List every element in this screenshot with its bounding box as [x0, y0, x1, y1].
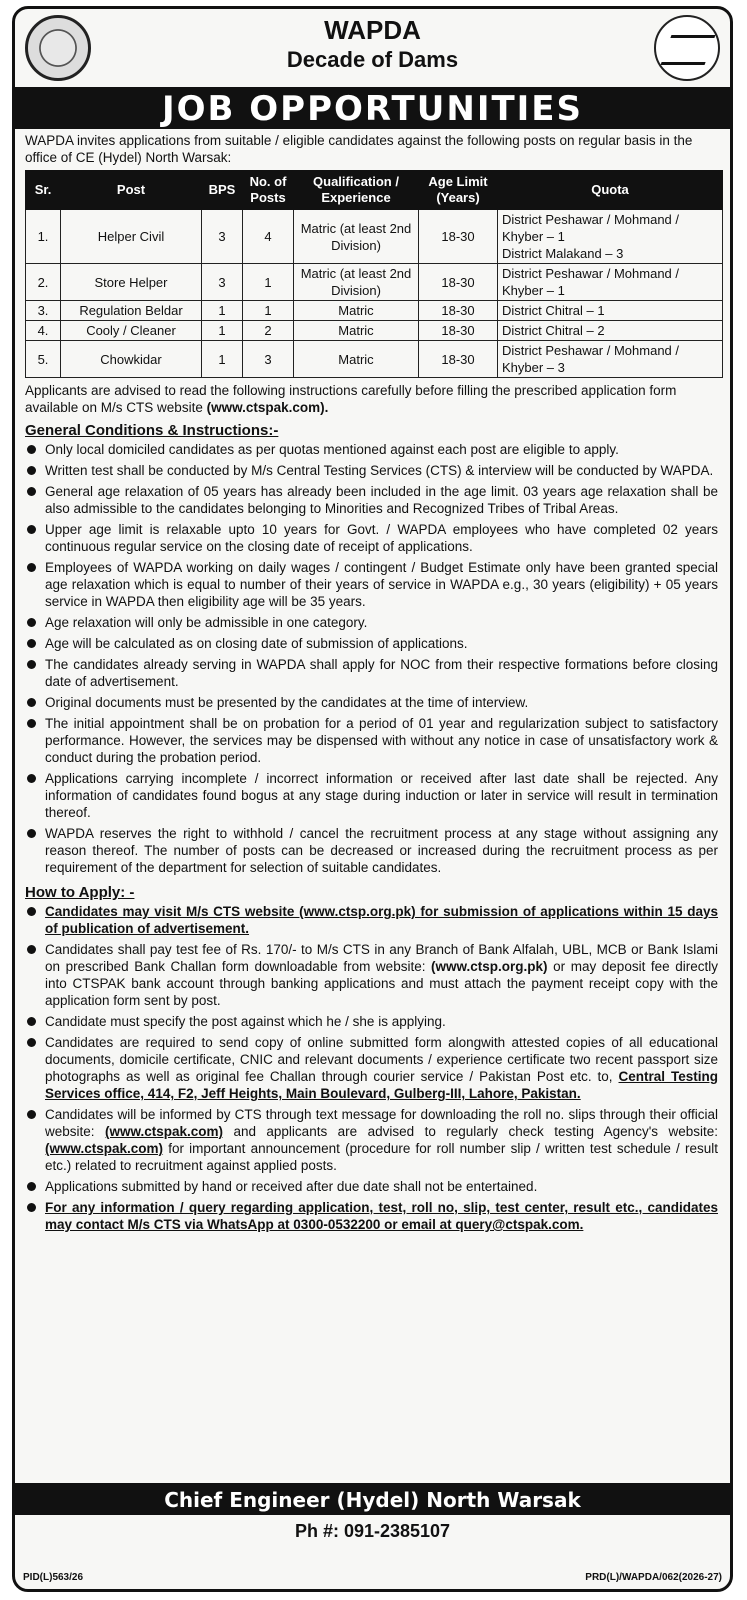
bullet-icon: [27, 1203, 36, 1212]
cell-age: 18-30: [419, 301, 498, 321]
cell-sr: 2.: [26, 264, 61, 301]
bullet-icon: [27, 829, 36, 838]
cell-bps: 3: [202, 210, 243, 264]
quota-line: District Peshawar / Mohmand / Khyber – 3: [502, 343, 680, 375]
list-item: Written test shall be conducted by M/s Central Testing Services (CTS) & interview will be conducted by WAPDA.: [25, 462, 718, 479]
cell-quota: [498, 301, 723, 321]
col-age: Age Limit (Years): [419, 171, 498, 210]
col-qualification: Qualification / Experience: [294, 171, 419, 210]
org-title: WAPDA: [324, 15, 421, 45]
chief-engineer-title: Chief Engineer (Hydel) North Warsak: [15, 1485, 730, 1515]
col-posts: No. of Posts: [243, 171, 294, 210]
bullet-icon: [27, 639, 36, 648]
bullet-icon: [27, 1182, 36, 1191]
cell-quota: [498, 210, 723, 264]
footer: [15, 1483, 730, 1589]
ctspak-link[interactable]: (www.ctspak.com): [45, 1141, 164, 1156]
list-item: Applications carrying incomplete / incorrect information or received after last date shall be rejected. Any information of candidates found bogus at any stage during induction or later in service will result in termination thereof.: [25, 770, 718, 821]
how-to-apply-list: [15, 903, 730, 1233]
bullet-icon: [27, 907, 36, 916]
cell-bps: 3: [202, 264, 243, 301]
list-item: Original documents must be presented by the candidates at the time of interview.: [25, 694, 718, 711]
list-item: Candidate must specify the post against which he / she is applying.: [25, 1013, 718, 1030]
cell-qual: Matric: [294, 321, 419, 341]
cell-quota: [498, 321, 723, 341]
list-item: Candidates are required to send copy of online submitted form alongwith attested copies of all educational documents, domicile certificate, CNIC and relevant documents / experience certificate two recent passport size photographs as well as original fee Challan through courier service / Pakistan Post etc. to, Central Testing Services office, 414, F2, Jeff Heights, Main Boulevard, Gulberg-III, Lahore, Pakistan.: [25, 1034, 718, 1102]
cell-post: Regulation Beldar: [61, 301, 202, 321]
cell-sr: 4.: [26, 321, 61, 341]
list-item: General age relaxation of 05 years has already been included in the age limit. 03 years age relaxation shall be also admissible to the candidates belonging to Minorities and Recognized Tribes of Tribal Areas.: [25, 483, 718, 517]
cell-sr: 5.: [26, 341, 61, 378]
bullet-icon: [27, 719, 36, 728]
cell-sr: 1.: [26, 210, 61, 264]
cts-address: Central Testing Services office, 414, F2, Jeff Heights, Main Boulevard, Gulberg-III, Lahore, Pakistan.: [45, 1069, 718, 1101]
cell-post: Store Helper: [61, 264, 202, 301]
col-sr: Sr.: [26, 171, 61, 210]
cell-posts: 4: [243, 210, 294, 264]
list-item: Employees of WAPDA working on daily wages / contingent / Budget Estimate only have been granted special age relaxation which is equal to number of their years of service in WAPDA e.g., 30 years (eligibility) + 05 years service in WAPDA then eligibility age will be 35 years.: [25, 559, 718, 610]
table-row: [26, 210, 723, 264]
bullet-icon: [27, 945, 36, 954]
advertisement: [12, 6, 733, 1592]
table-row: [26, 301, 723, 321]
cell-posts: 1: [243, 264, 294, 301]
how-to-apply-heading: How to Apply: -: [25, 884, 135, 901]
emblem-icon: [654, 15, 720, 81]
bullet-icon: [27, 1038, 36, 1047]
col-post: Post: [61, 171, 202, 210]
quota-line: District Peshawar / Mohmand / Khyber – 1: [502, 266, 680, 298]
cell-post: Cooly / Cleaner: [61, 321, 202, 341]
intro-text: WAPDA invites applications from suitable / eligible candidates against the following posts on regular basis in the office of CE (Hydel) North Warsak:: [25, 133, 693, 165]
cell-posts: 1: [243, 301, 294, 321]
quota-line: District Peshawar / Mohmand / Khyber – 1: [502, 212, 680, 244]
bullet-icon: [27, 466, 36, 475]
cell-post: Chowkidar: [61, 341, 202, 378]
cell-qual: Matric (at least 2nd Division): [294, 264, 419, 301]
bullet-icon: [27, 698, 36, 707]
bullet-icon: [27, 774, 36, 783]
ctspak-link[interactable]: (www.ctspak.com): [104, 1124, 223, 1139]
bullet-icon: [27, 660, 36, 669]
instructions-note: Applicants are advised to read the following instructions carefully before filling the prescribed application form available on M/s CTS website (www.ctspak.com).: [25, 383, 677, 415]
list-item: Candidates will be informed by CTS through text message for downloading the roll no. slips through their official website: (www.ctspak.com) and applicants are advised to regularly check testing Agency's website: (www.ctspak.com) for important announcement (procedure for roll number slip / written test schedule / result etc.) related to recruitment against applied posts.: [25, 1106, 718, 1174]
cell-qual: Matric: [294, 341, 419, 378]
cell-bps: 1: [202, 321, 243, 341]
list-item: Only local domiciled candidates as per quotas mentioned against each post are eligible to apply.: [25, 441, 718, 458]
bullet-icon: [27, 525, 36, 534]
quota-line: District Malakand – 3: [502, 246, 624, 261]
cell-age: 18-30: [419, 341, 498, 378]
phone-number: Ph #: 091-2385107: [294, 1521, 451, 1541]
table-row: [26, 321, 723, 341]
list-item: Age relaxation will only be admissible in one category.: [25, 614, 718, 631]
table-row: [26, 341, 723, 378]
tagline: Decade of Dams: [286, 47, 459, 72]
cell-age: 18-30: [419, 210, 498, 264]
cell-qual: Matric (at least 2nd Division): [294, 210, 419, 264]
quota-line: District Chitral – 1: [502, 303, 605, 318]
jobs-table: [25, 170, 723, 378]
cell-age: 18-30: [419, 264, 498, 301]
bullet-icon: [27, 487, 36, 496]
cell-quota: [498, 341, 723, 378]
list-item: The candidates already serving in WAPDA shall apply for NOC from their respective formations before closing date of advertisement.: [25, 656, 718, 690]
bullet-icon: [27, 1017, 36, 1026]
bullet-icon: [27, 1110, 36, 1119]
col-bps: BPS: [202, 171, 243, 210]
bullet-icon: [27, 618, 36, 627]
list-item: For any information / query regarding application, test, roll no, slip, test center, result etc., candidates may contact M/s CTS via WhatsApp at 0300-0532200 or email at query@ctspak.com.: [25, 1199, 718, 1233]
prd-code: PRD(L)/WAPDA/062(2026-27): [585, 1572, 722, 1583]
cell-quota: [498, 264, 723, 301]
job-opportunities-banner: JOB OPPORTUNITIES: [15, 89, 730, 129]
col-quota: Quota: [498, 171, 723, 210]
ctsp-link[interactable]: (www.ctsp.org.pk): [431, 959, 548, 974]
cell-bps: 1: [202, 341, 243, 378]
table-row: [26, 264, 723, 301]
list-item: Applications submitted by hand or received after due date shall not be entertained.: [25, 1178, 718, 1195]
cell-qual: Matric: [294, 301, 419, 321]
pid-code: PID(L)563/26: [23, 1572, 84, 1583]
quota-line: District Chitral – 2: [502, 323, 605, 338]
list-item: Candidates shall pay test fee of Rs. 170/- to M/s CTS in any Branch of Bank Alfalah, UBL, MCB or Bank Islami on prescribed Bank Challan form downloadable from website: (www.ctsp.org.pk) or may deposit fee directly into CTSPAK bank account through banking applications and must attach the payment receipt copy with the application form sent by post.: [25, 941, 718, 1009]
cell-post: Helper Civil: [61, 210, 202, 264]
header: [15, 9, 730, 89]
list-item: Upper age limit is relaxable upto 10 years for Govt. / WAPDA employees who have completed 02 years continuous regular service on the closing date of receipt of applications.: [25, 521, 718, 555]
cell-posts: 2: [243, 321, 294, 341]
website-link[interactable]: (www.ctspak.com).: [206, 400, 329, 415]
list-item: The initial appointment shall be on probation for a period of 01 year and regularization subject to satisfactory performance. However, the services may be dispensed with without any notice in case of unsatisfactory work & conduct during the probation period.: [25, 715, 718, 766]
cell-bps: 1: [202, 301, 243, 321]
list-item: WAPDA reserves the right to withhold / cancel the recruitment process at any stage without assigning any reason thereof. The number of posts can be decreased or increased during the recruitment process as per requirement of the department for selection of suitable candidates.: [25, 825, 718, 876]
bullet-icon: [27, 563, 36, 572]
bullet-icon: [27, 445, 36, 454]
general-conditions-list: [15, 441, 730, 876]
cell-age: 18-30: [419, 321, 498, 341]
list-item: Age will be calculated as on closing date of submission of applications.: [25, 635, 718, 652]
cell-posts: 3: [243, 341, 294, 378]
general-conditions-heading: General Conditions & Instructions:-: [25, 422, 279, 439]
table-header-row: [26, 171, 723, 210]
list-item: Candidates may visit M/s CTS website (www.ctsp.org.pk) for submission of applications within 15 days of publication of advertisement.: [25, 903, 718, 937]
cell-sr: 3.: [26, 301, 61, 321]
